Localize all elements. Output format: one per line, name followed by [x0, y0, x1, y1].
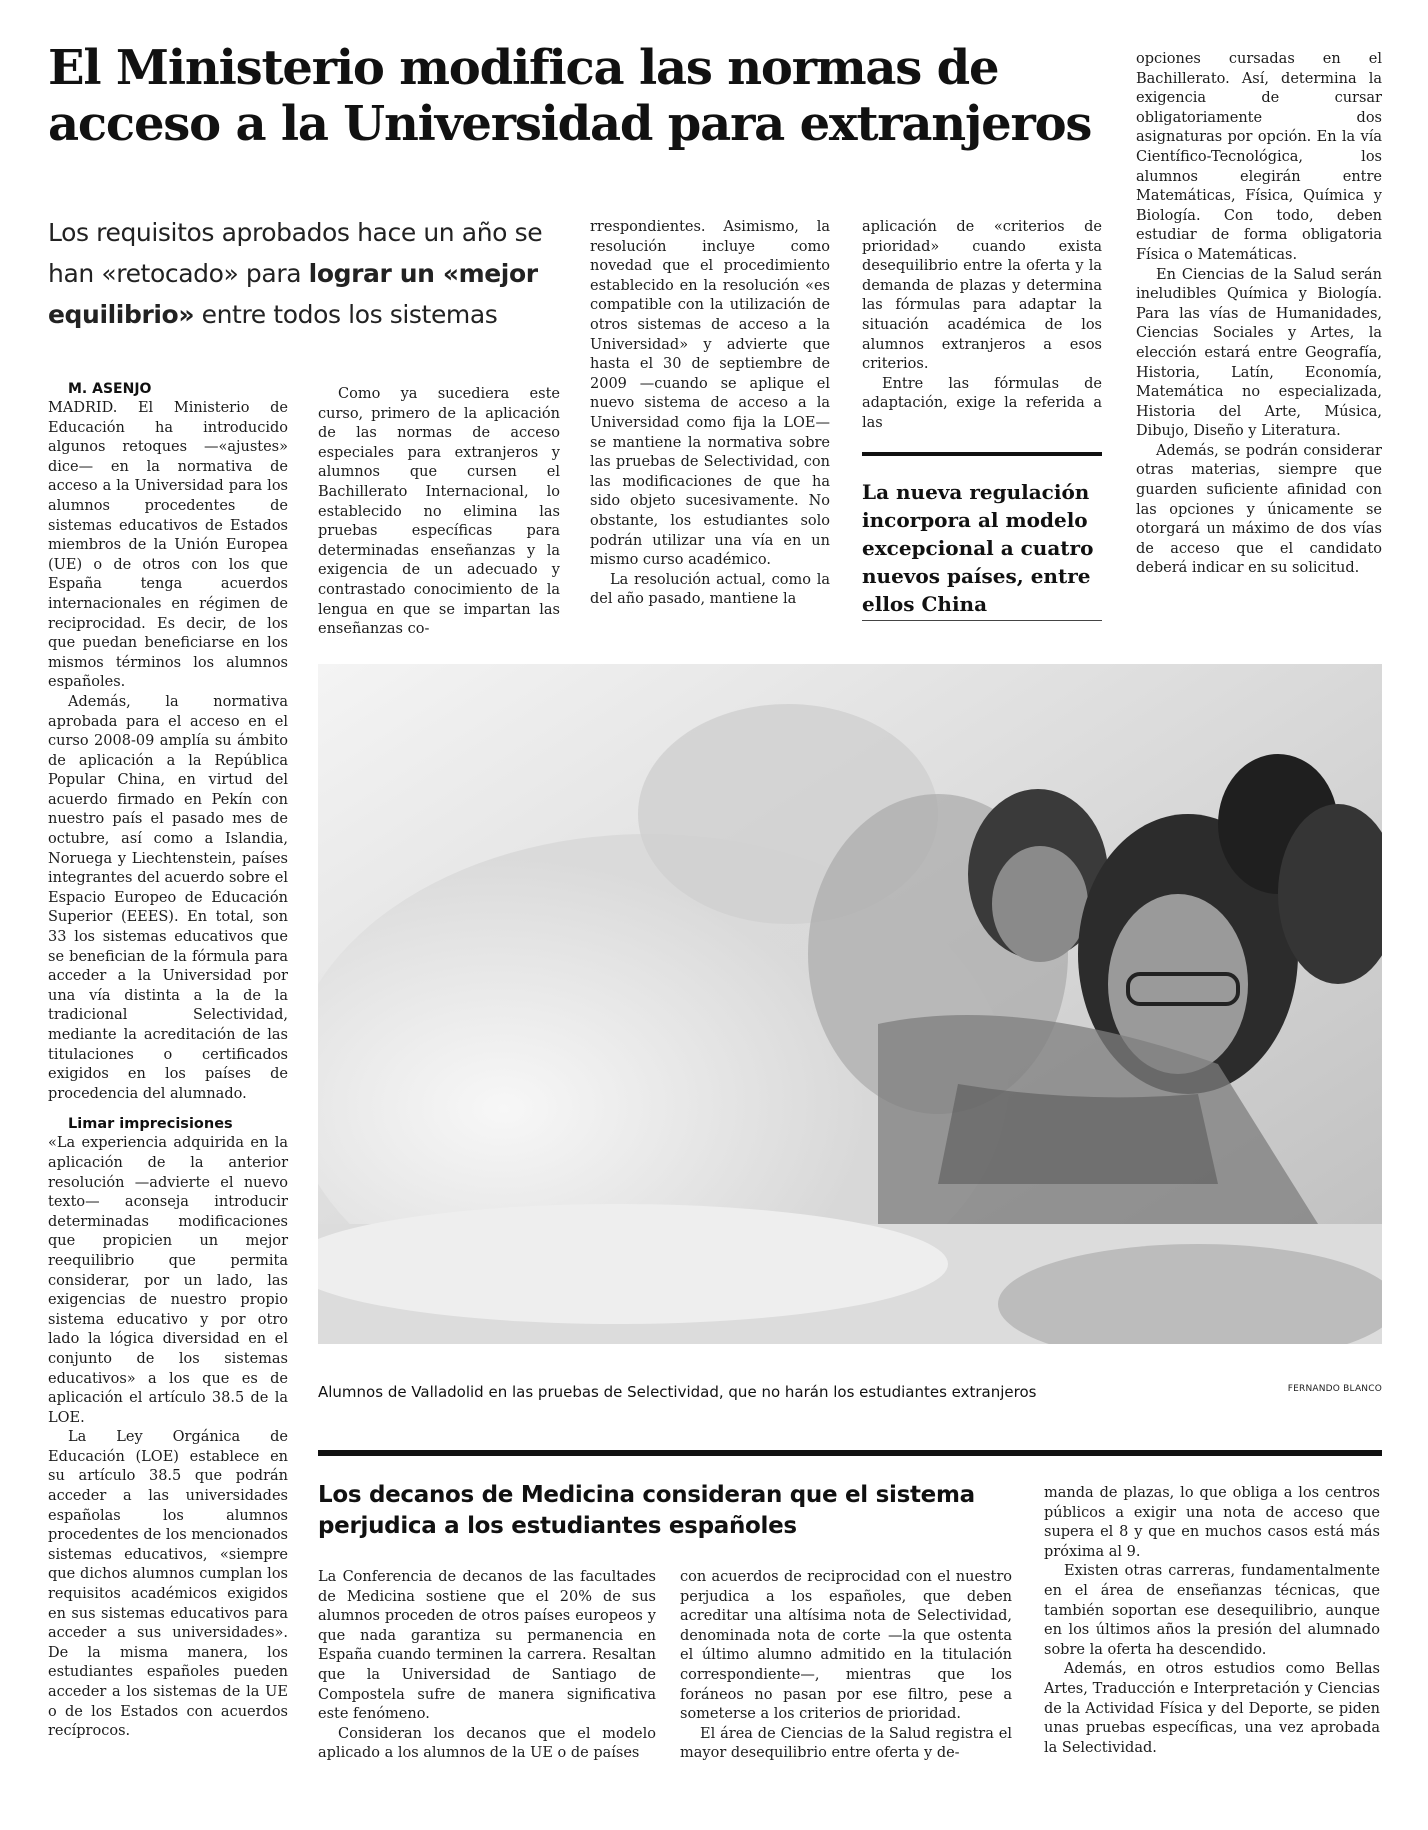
paragraph: Existen otras carreras, fundamentalmente en el área de enseñanzas técnicas, que también soportan ese desequilibrio, aunque en los últimos años la presión del alumnado sobre la oferta ha descendido.: [1044, 1563, 1380, 1658]
paragraph: Además, se podrán considerar otras materias, siempre que guarden suficiente afinidad con las opciones y únicamente se otorgará un máximo de dos vías de acceso que el candidato deberá indicar en su solicitud.: [1136, 442, 1382, 577]
deck-text-1: Los requisitos aprobados hace un año se han «retocado» para: [48, 218, 543, 288]
column-5: [1136, 50, 1382, 579]
paragraph: MADRID. El Ministerio de Educación ha introducido algunos retoques —«ajustes» dice— en la normativa de acceso a la Universidad para los alumnos procedentes de sistemas educativos de Estados miembros de la Unión Europea (UE) o de otros con los que España tenga acuerdos internacionales en régimen de reciprocidad. Es decir, de los que puedan beneficiarse en los mismos términos los alumnos españoles.: [48, 400, 288, 691]
column-1: [48, 380, 288, 1742]
column-2: [318, 385, 560, 640]
paragraph: La Conferencia de decanos de las facultades de Medicina sostiene que el 20% de sus alumnos proceden de otros países europeos y que nada garantiza su permanencia en España cuando terminen la carrera. Resaltan que la Universidad de Santiago de Compostela sufre de manera significativa este fenómeno.: [318, 1569, 656, 1723]
sidebar-column-1: [318, 1568, 656, 1764]
subhead: Limar imprecisiones: [68, 1116, 233, 1133]
sidebar-column-2: [680, 1568, 1012, 1764]
headline-line-1: El Ministerio modifica las normas de: [48, 40, 999, 96]
paragraph: Además, en otros estudios como Bellas Artes, Traducción e Interpretación y Ciencias de la Actividad Física y del Deporte, se piden unas pruebas específicas, una vez aprobada la Selectividad.: [1044, 1661, 1380, 1756]
paragraph: Entre las fórmulas de adaptación, exige la referida a las: [862, 375, 1102, 431]
paragraph: manda de plazas, lo que obliga a los centros públicos a exigir una nota de acceso que supera el 8 y que en muchos casos está más próxima al 9.: [1044, 1485, 1380, 1560]
sidebar-top-rule: [318, 1450, 1382, 1456]
column-4: [862, 218, 1102, 434]
paragraph: con acuerdos de reciprocidad con el nuestro perjudica a los españoles, que deben acreditar una altísima nota de Selectividad, denominada nota de corte —la que ostenta el último alumno admitido en la titulación correspondiente—, mientras que los foráneos no pasan por ese filtro, pese a someterse a los criterios de prioridad.: [680, 1569, 1012, 1723]
column-3: [590, 218, 830, 610]
paragraph: Como ya sucediera este curso, primero de la aplicación de las normas de acceso especiales para extranjeros y alumnos que cursen el Bachillerato Internacional, lo establecido no elimina las pruebas específicas para determinadas enseñanzas y la exigencia de un adecuado y contrastado conocimiento de la lengua en que se impartan las enseñanzas co-: [318, 386, 560, 638]
paragraph: opciones cursadas en el Bachillerato. Así, determina la exigencia de cursar obligatoriamente dos asignaturas por opción. En la vía Científico-Tecnológica, los alumnos elegirán entre Matemáticas, Física, Química y Biología. Con todo, deben estudiar de forma obligatoria Física o Matemáticas.: [1136, 51, 1382, 263]
deck: [48, 212, 568, 335]
byline: M. ASENJO: [68, 381, 152, 397]
sidebar-column-3: [1044, 1484, 1380, 1758]
sidebar-headline: [318, 1480, 1038, 1542]
photo-image: [318, 664, 1382, 1344]
news-photo: [318, 664, 1382, 1344]
deck-emphasis: lograr un «mejor equilibrio»: [48, 259, 538, 329]
paragraph: rrespondientes. Asimismo, la resolución incluye como novedad que el procedimiento establecido en la resolución «es compatible con la utilización de otros sistemas de acceso a la Universidad» y advierte que hasta el 30 de septiembre de 2009 —cuando se aplique el nuevo sistema de acceso a la Universidad como fija la LOE— se mantiene la normativa sobre las pruebas de Selectividad, con las modificaciones de que ha sido objeto sucesivamente. No obstante, los estudiantes solo podrán utilizar una vía en un mismo curso académico.: [590, 219, 830, 569]
headline: [48, 40, 1108, 152]
credit-text: FERNANDO BLANCO: [1287, 1384, 1382, 1394]
pull-quote-rule-bottom: [862, 620, 1102, 621]
photo-credit: [1200, 1384, 1382, 1394]
pull-quote-text: La nueva regulación incorpora al modelo excepcional a cuatro nuevos países, entre ellos China: [862, 480, 1094, 616]
photo-caption: [318, 1382, 1178, 1402]
sidebar-headline-line-1: Los decanos de Medicina consideran que el sistema: [318, 1482, 975, 1508]
paragraph: Además, la normativa aprobada para el acceso en el curso 2008-09 amplía su ámbito de aplicación a la República Popular China, en virtud del acuerdo firmado en Pekín con nuestro país el pasado mes de octubre, así como a Islandia, Noruega y Liechtenstein, países integrantes del acuerdo sobre el Espacio Europeo de Educación Superior (EEES). En total, son 33 los sistemas educativos que se benefician de la fórmula para acceder a la Universidad por una vía distinta a la de la tradicional Selectividad, mediante la acreditación de las titulaciones o certificados exigidos en los países de procedencia del alumnado.: [48, 693, 288, 1102]
paragraph: aplicación de «criterios de prioridad» cuando exista desequilibrio entre la oferta y la demanda de plazas y determina las fórmulas para adaptar la situación académica de los alumnos extranjeros a esos criterios.: [862, 219, 1102, 373]
paragraph: La Ley Orgánica de Educación (LOE) establece en su artículo 38.5 que podrán acceder a las universidades españolas los alumnos procedentes de los mencionados sistemas educativos, «siempre que dichos alumnos cumplan los requisitos académicos exigidos en sus sistemas educativos para acceder a sus universidades». De la misma manera, los estudiantes españoles pueden acceder a los sistemas de la UE o de los Estados con acuerdos recíprocos.: [48, 1429, 288, 1740]
deck-text-2: entre todos los sistemas: [194, 300, 498, 329]
paragraph: El área de Ciencias de la Salud registra el mayor desequilibrio entre oferta y de-: [680, 1725, 1012, 1762]
paragraph: La resolución actual, como la del año pasado, mantiene la: [590, 571, 830, 608]
paragraph: En Ciencias de la Salud serán ineludibles Química y Biología. Para las vías de Humanidades, Ciencias Sociales y Artes, la elección estará entre Geografía, Historia, Latín, Economía, Matemática no especializada, Historia del Arte, Música, Dibujo, Diseño y Literatura.: [1136, 266, 1382, 440]
pull-quote-rule: [862, 452, 1102, 456]
paragraph: «La experiencia adquirida en la aplicación de la anterior resolución —advierte el nuevo texto— aconseja introducir determinadas modificaciones que propicien un mejor reequilibrio que permita considerar, por un lado, las exigencias de nuestro propio sistema educativo y por otro lado la lógica diversidad en el conjunto de los sistemas educativos» a los que es de aplicación el artículo 38.5 de la LOE.: [48, 1135, 288, 1426]
headline-line-2: acceso a la Universidad para extranjeros: [48, 96, 1092, 152]
pull-quote: [862, 478, 1102, 618]
sidebar-headline-line-2: perjudica a los estudiantes españoles: [318, 1513, 797, 1539]
caption-text: Alumnos de Valladolid en las pruebas de Selectividad, que no harán los estudiantes extranjeros: [318, 1383, 1037, 1401]
paragraph: Consideran los decanos que el modelo aplicado a los alumnos de la UE o de países: [318, 1725, 656, 1762]
